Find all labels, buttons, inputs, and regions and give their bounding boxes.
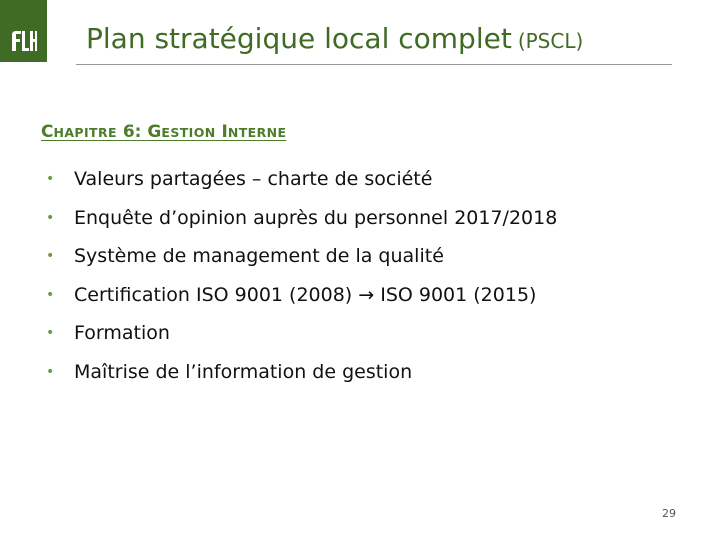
chapter-number: 6: [116,122,148,142]
list-item-text: Système de management de la qualité [74,245,444,268]
list-item [46,237,557,276]
bullet-icon: • [46,171,55,188]
chapter-word-rest: HAPITRE [53,125,117,140]
list-item [46,314,557,353]
list-item [46,276,557,315]
bullet-list [46,160,557,391]
title-divider [76,64,672,65]
chapter-word-rest-2: ESTION [161,125,216,140]
chapter-cap-g: G [147,122,162,142]
page-number: 29 [662,507,676,520]
bullet-icon: • [46,363,55,380]
chapter-heading [41,122,286,142]
chapter-cap-c: C [41,122,54,142]
chapter-word-rest-3: NTERNE [227,125,287,140]
list-item-text: Enquête d’opinion auprès du personnel 2017/2018 [74,206,558,229]
logo [0,0,47,62]
title-subtitle: (PSCL) [517,29,584,53]
list-item [46,353,557,392]
page-title [86,22,583,55]
logo-mark-icon [10,29,37,53]
bullet-icon: • [46,325,55,342]
list-item-text: Formation [74,322,170,345]
list-item-text: Certification ISO 9001 (2008) → ISO 9001 (2015) [74,283,537,306]
bullet-icon: • [46,248,55,265]
title-main: Plan stratégique local complet [86,22,512,55]
list-item-text: Maîtrise de l’information de gestion [74,360,413,383]
bullet-icon: • [46,209,55,226]
list-item [46,160,557,199]
bullet-icon: • [46,286,55,303]
list-item-text: Valeurs partagées – charte de société [74,168,433,191]
chapter-cap-i: I [215,122,228,142]
list-item [46,199,557,238]
